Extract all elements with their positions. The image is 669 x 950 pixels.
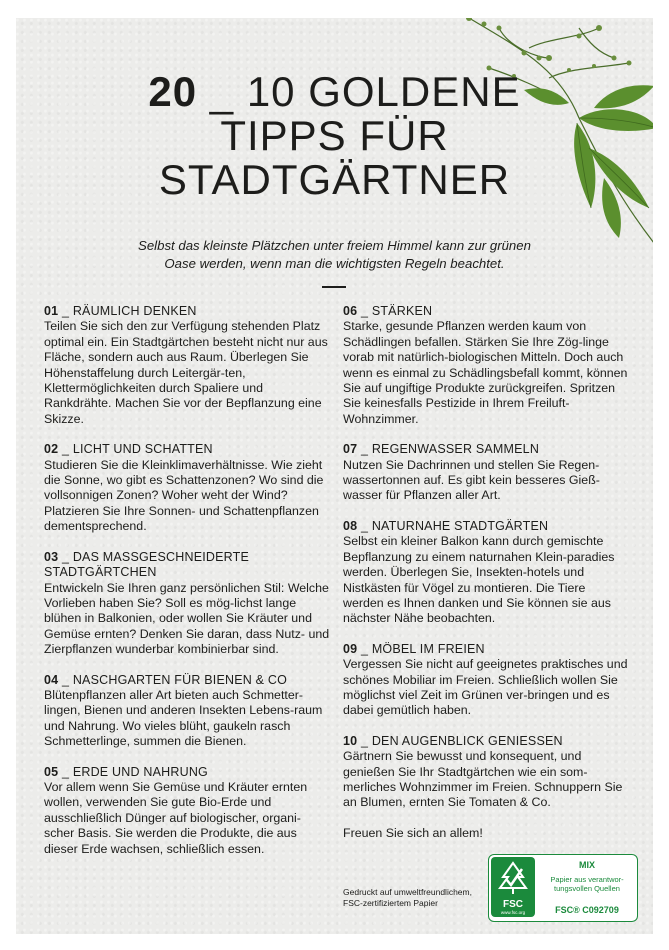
tip-text: Studieren Sie die Kleinklimaverhältnisse. Wie zieht die Sonne, wo gibt es Schattenzonen? Wo sind die vollsonnigen Zonen? Woher weht der Wind? Platzieren Sie Ihre Sonnen- und Schattenpflanzen dementsprechend. xyxy=(44,457,324,534)
fsc-license-code: FSC® C092709 xyxy=(555,905,619,915)
tip-heading: 05 _ ERDE UND NAHRUNG xyxy=(44,764,208,779)
title-number: 20 xyxy=(148,68,198,115)
tip-title: NATURNAHE STADTGÄRTEN xyxy=(371,518,549,533)
fsc-logo-text: FSC xyxy=(503,899,523,910)
tip-heading: 04 _ NASCHGARTEN FÜR BIENEN & CO xyxy=(44,672,288,687)
title-line3: STADTGÄRTNER xyxy=(158,156,511,203)
title-line1: 10 GOLDENE xyxy=(246,68,521,115)
tip-title: STÄRKEN xyxy=(371,304,433,318)
tip-heading: 08 _ NATURNAHE STADTGÄRTEN xyxy=(343,518,549,533)
tip-text: Selbst ein kleiner Balkon kann durch gemischte Bepflanzung zu einem naturnahen Klein-paradies werden. Überlegen Sie, Insekten-hotels und Nistkästen für Vögel zu montieren. Die Tiere werden es Ihnen danken und Sie können sie aus nächster Nähe beobachten. xyxy=(343,534,615,626)
tip-02 xyxy=(44,442,330,534)
tip-title: MÖBEL IM FREIEN xyxy=(371,641,485,656)
tip-heading: 03 _ DAS MASSGESCHNEIDERTE STADTGÄRTCHEN xyxy=(44,549,250,580)
fsc-certificate xyxy=(488,854,638,922)
fsc-mix-label: MIX xyxy=(578,860,595,870)
tip-number: 03 xyxy=(44,549,59,564)
tip-text: Nutzen Sie Dachrinnen und stellen Sie Regen-wassertonnen auf. Es gibt kein besseres Gieß-wasser für Pflanzen aller Art. xyxy=(343,457,600,503)
tip-title: NASCHGARTEN FÜR BIENEN & CO xyxy=(72,672,288,687)
fsc-source-text: Papier aus verantwor-tungsvollen Quellen xyxy=(550,875,624,893)
tip-text: Gärtnern Sie bewusst und konsequent, und genießen Sie Ihr Stadtgärtchen wie ein som-merliches Wohnzimmer im Freien. Schnuppern Sie an Blumen, ernten Sie Tomaten & Co. xyxy=(343,749,623,810)
subtitle-line2: Oase werden, wenn man die wichtigsten Regeln beachtet. xyxy=(164,256,505,271)
tip-number: 07 xyxy=(343,442,358,457)
tree-check-icon xyxy=(491,857,535,899)
tip-heading: 09 _ MÖBEL IM FREIEN xyxy=(343,641,485,656)
closing-line: Freuen Sie sich an allem! xyxy=(343,825,483,840)
tip-title: ERDE UND NAHRUNG xyxy=(72,764,208,779)
tip-title: REGENWASSER SAMMELN xyxy=(371,442,540,457)
tip-title: DAS MASSGESCHNEIDERTE STADTGÄRTCHEN xyxy=(44,549,250,580)
tips-column-left xyxy=(44,304,330,872)
tip-08 xyxy=(343,519,629,627)
printed-note: Gedruckt auf umweltfreundlichem, FSC-zertifiziertem Papier xyxy=(343,887,472,908)
tip-text: Entwickeln Sie Ihren ganz persönlichen Stil: Welche Vorlieben haben Sie? Soll es mög-lichst lange blühen in Balkonien, oder wollen Sie Kräuter und Gemüse ernten? Denken Sie daran, dass Nutz- und Zierpflanzen wunderbar kombinierbar sind. xyxy=(44,580,330,657)
tip-10 xyxy=(343,734,629,811)
tip-text: Starke, gesunde Pflanzen werden kaum von Schädlingen befallen. Stärken Sie Ihre Zög-linge vorab mit natürlich-biologischen Mitteln. Doch auch wenn es einmal zu Schädlingsbefall kommt, können Sie auf ungiftige Produkte zurückgreifen. Spritzen Sie keinesfalls Pestizide in Ihrem Freiluft-Wohnzimmer. xyxy=(343,319,628,426)
tip-04 xyxy=(44,673,330,750)
tip-title: LICHT UND SCHATTEN xyxy=(72,442,213,457)
tip-title: RÄUMLICH DENKEN xyxy=(72,304,197,318)
fsc-logo xyxy=(491,857,535,917)
tip-heading: 06 _ STÄRKEN xyxy=(343,304,433,318)
tip-text: Blütenpflanzen aller Art bieten auch Schmetter-lingen, Bienen und anderen Insekten Lebens-raum und Nahrung. Wo vieles blüht, gaukeln rasch Schmetterlinge, summen die Bienen. xyxy=(44,687,323,749)
tip-heading: 07 _ REGENWASSER SAMMELN xyxy=(343,442,540,457)
fsc-url: www.fsc.org xyxy=(500,910,526,915)
tip-text: Vor allem wenn Sie Gemüse und Kräuter ernten wollen, verwenden Sie gute Bio-Erde und ausschließlich Dünger auf biologischer, organi-scher Basis. Sie werden die Produkte, die aus dieser Erde wachsen, schließlich essen. xyxy=(44,779,308,856)
tip-number: 08 xyxy=(343,518,358,533)
tip-number: 05 xyxy=(44,764,59,779)
tip-heading: 01 _ RÄUMLICH DENKEN xyxy=(44,304,197,318)
tip-text: Vergessen Sie nicht auf geeignetes praktisches und schönes Mobiliar im Freien. Schließlich wollen Sie möglichst viel Zeit im Grünen ver-bringen und es dabei gemütlich haben. xyxy=(343,657,628,718)
tips-column-right xyxy=(343,304,629,841)
tip-number: 04 xyxy=(44,672,59,687)
tip-07 xyxy=(343,442,629,504)
tip-number: 02 xyxy=(44,442,59,457)
divider-dash xyxy=(322,286,346,288)
tip-text: Teilen Sie sich den zur Verfügung stehenden Platz optimal ein. Ein Stadtgärtchen besteht nicht nur aus Fläche, sondern auch aus Raum. Überlegen Sie Höhenstaffelung durch Leitergär-ten, Klettermöglichkeiten durch Spaliere und Rankdrähte. Machen Sie vor der Bepflanzung eine Skizze. xyxy=(44,319,328,426)
tip-06 xyxy=(343,304,629,427)
page-title xyxy=(0,70,669,202)
tip-title: DEN AUGENBLICK GENIESSEN xyxy=(371,733,563,748)
tip-heading: 10 _ DEN AUGENBLICK GENIESSEN xyxy=(343,733,563,748)
title-line2: TIPPS FÜR xyxy=(220,112,449,159)
tip-number: 01 xyxy=(44,304,59,318)
tip-09 xyxy=(343,642,629,719)
subtitle-line1: Selbst das kleinste Plätzchen unter freiem Himmel kann zur grünen xyxy=(138,238,531,253)
title-separator: _ xyxy=(209,68,235,115)
subtitle xyxy=(60,237,609,273)
tip-number: 09 xyxy=(343,641,358,656)
tip-number: 10 xyxy=(343,733,358,748)
tip-heading: 02 _ LICHT UND SCHATTEN xyxy=(44,442,213,457)
tip-01 xyxy=(44,304,330,427)
tip-05 xyxy=(44,765,330,857)
tip-number: 06 xyxy=(343,304,358,318)
tip-03 xyxy=(44,550,330,658)
